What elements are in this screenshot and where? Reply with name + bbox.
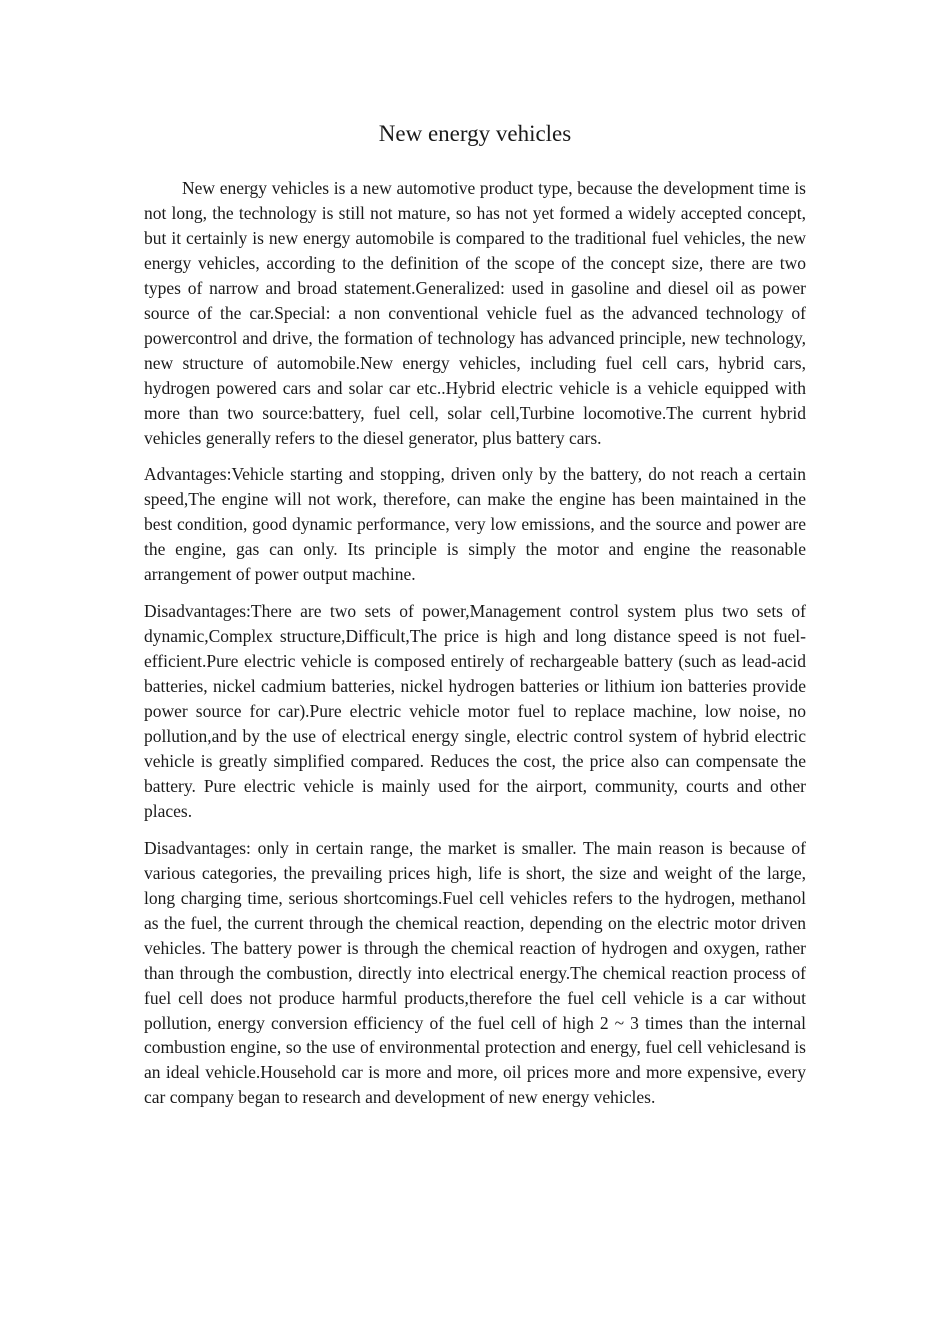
paragraph-disadvantages-hybrid: Disadvantages:There are two sets of power,Management control system plus two sets of dynamic,Complex structure,Difficult,The price is high and long distance speed is not fuel-efficient.Pure electric vehicle is composed entirely of rechargeable battery (such as lead-acid batteries, nickel cadmium batteries, nickel hydrogen batteries or lithium ion batteries provide power source for car).Pure electric vehicle motor fuel to replace machine, low noise, no pollution,and by the use of electrical energy single, electric control system of hybrid electric vehicle is greatly simplified compared. Reduces the cost, the price also can compensate the battery. Pure electric vehicle is mainly used for the airport, community, courts and other places. — [144, 601, 806, 821]
document-body — [144, 176, 806, 1122]
paragraph-advantages: Advantages:Vehicle starting and stopping, driven only by the battery, do not reach a certain speed,The engine will not work, therefore, can make the engine has been maintained in the best condition, good dynamic performance, very low emissions, and the source and power are the engine, gas can only. Its principle is simply the motor and engine the reasonable arrangement of power output machine. — [144, 464, 806, 585]
document-title: New energy vehicles — [378, 121, 572, 146]
paragraph-introduction: New energy vehicles is a new automotive product type, because the development time is not long, the technology is still not mature, so has not yet formed a widely accepted concept, but it certainly is new energy automobile is compared to the traditional fuel vehicles, the new energy vehicles, according to the definition of the scope of the concept size, there are two types of narrow and broad statement.Generalized: used in gasoline and diesel oil as power source of the car.Special: a non conventional vehicle fuel as the advanced technology of powercontrol and drive, the formation of technology has advanced principle, new technology, new structure of automobile.New energy vehicles, including fuel cell cars, hybrid cars, hydrogen powered cars and solar car etc..Hybrid electric vehicle is a vehicle equipped with more than two source:battery, fuel cell, solar cell,Turbine locomotive.The current hybrid vehicles generally refers to the diesel generator, plus battery cars. — [144, 178, 806, 448]
paragraph-disadvantages-electric: Disadvantages: only in certain range, the market is smaller. The main reason is because of various categories, the prevailing prices high, life is short, the size and weight of the large, long charging time, serious shortcomings.Fuel cell vehicles refers to the hydrogen, methanol as the fuel, the current through the chemical reaction, depending on the electric motor driven vehicles. The battery power is through the chemical reaction of hydrogen and oxygen, rather than through the combustion, directly into electrical energy.The chemical reaction process of fuel cell does not produce harmful products,therefore the fuel cell vehicle is a car without pollution, energy conversion efficiency of the fuel cell of high 2 ~ 3 times than the internal combustion engine, so the use of environmental protection and energy, fuel cell vehiclesand is an ideal vehicle.Household car is more and more, oil prices more and more expensive, every car company began to research and development of new energy vehicles. — [144, 837, 806, 1108]
